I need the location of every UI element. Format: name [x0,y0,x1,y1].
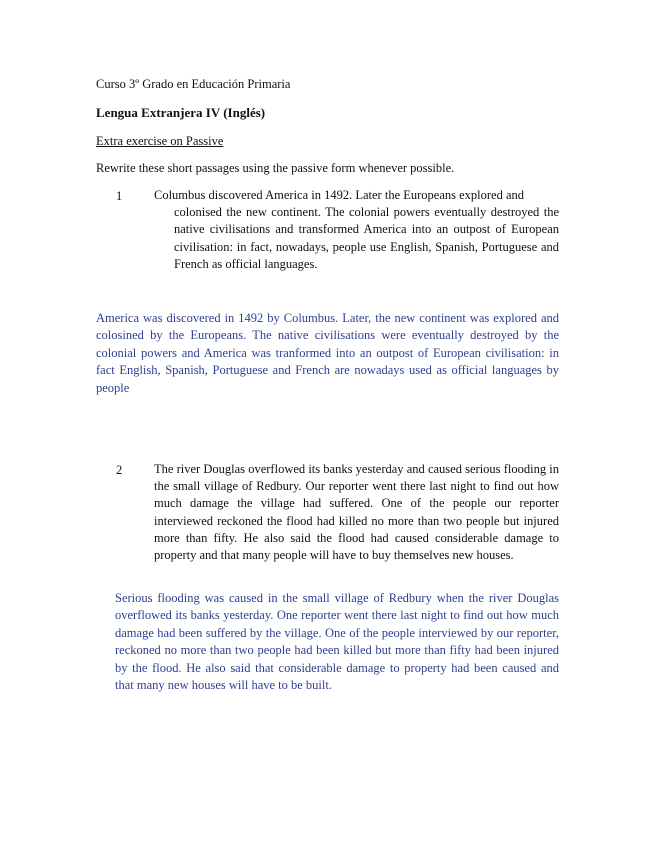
exercise-1-first-line: Columbus discovered America in 1492. Later the Europeans explored and [154,188,525,202]
exercise-1-text [154,187,559,273]
exercise-1-rest: colonised the new continent. The colonial powers eventually destroyed the native civilisations and transformed America into an outpost of European civilisation: in fact, nowadays, people use English, Spanish, Portuguese and French as official languages. [174,205,559,271]
subject-heading: Lengua Extranjera IV (Inglés) [96,105,266,120]
exercise-title: Extra exercise on Passive [96,134,224,148]
course-heading: Curso 3º Grado en Educación Primaria [96,77,291,91]
exercise-2-answer: Serious flooding was caused in the small village of Redbury when the river Douglas overflowed its banks yesterday. One reporter went there last night to find out how much damage had been suffered by the village. One of the people interviewed by our reporter, reckoned no more than two people had been killed but more than fifty had been injured by the flood. He also said that considerable damage to property had been caused and that many new houses will have to be built. [115,591,559,693]
exercise-1-answer: America was discovered in 1492 by Columbus. Later, the new continent was explored and colosined by the Europeans. The native civilisations were eventually destroyed by the colonial powers and America was tranformed into an outpost of European civilisation: in fact English, Spanish, Portuguese and French are nowadays used as official languages by people [96,311,559,395]
instruction-text: Rewrite these short passages using the passive form whenever possible. [96,161,455,175]
exercise-1-number: 1 [116,189,123,203]
exercise-2-number: 2 [116,463,123,477]
exercise-2-text: The river Douglas overflowed its banks yesterday and caused serious flooding in the small village of Redbury. Our reporter went there last night to find out how much damage the village had suffered. One of the people our reporter interviewed reckoned the flood had killed no more than two people but injured more than fifty. He also said the flood had caused considerable damage to property and that many people will have to buy themselves new houses. [154,462,559,563]
